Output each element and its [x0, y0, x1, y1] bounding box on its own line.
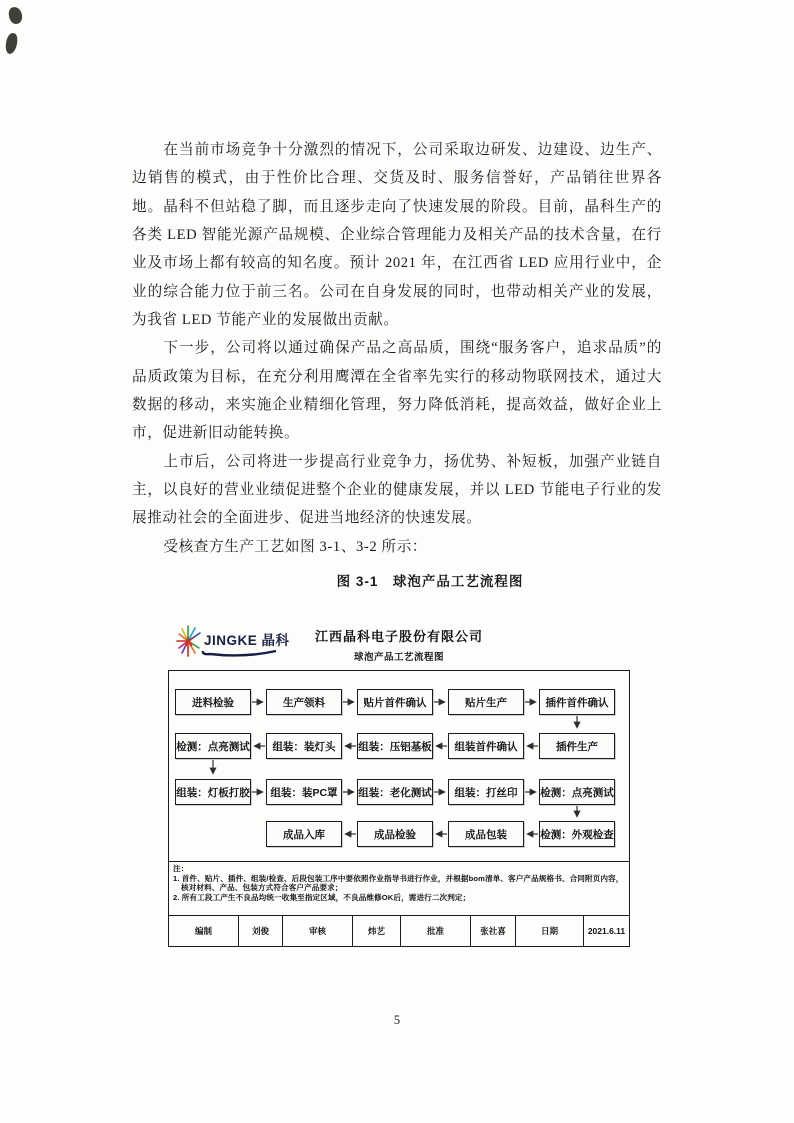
flow-step: 组装首件确认: [448, 733, 524, 759]
flow-step: 检测：外观检查: [539, 821, 615, 847]
flow-step: 组装：压铝基板: [357, 733, 433, 759]
flow-step: 检测：点亮测试: [175, 733, 251, 759]
paragraph-3: 上市后，公司将进一步提高行业竞争力，扬优势、补短板，加强产业链自主，以良好的营业业绩促进整个企业的健康发展，并以 LED 节能电子行业的发展推动社会的全面进步、促进当地经济的快速发展。: [132, 453, 662, 527]
flow-step: 贴片生产: [448, 689, 524, 715]
note-item-1: 1. 首件、贴片、插件、组装/检查、后段包装工序中要依照作业指导书进行作业，并根据bom清单、客户产品规格书、合同附页内容，核对材料、产品、包装方式符合客户产品要求；: [173, 873, 624, 893]
approval-table: [169, 915, 629, 946]
paragraph-4: 受核查方生产工艺如图 3-1、3-2 所示：: [163, 538, 428, 555]
flow-step: 成品包装: [448, 821, 524, 847]
paragraph-1: 在当前市场竞争十分激烈的情况下，公司采取边研发、边建设、边生产、边销售的模式，由于性价比合理、交货及时、服务信誉好，产品销往世界各地。晶科不但站稳了脚，而且逐步走向了快速发展的阶段。目前，晶科生产的各类 LED 智能光源产品规模、企业综合管理能力及相关产品的技术含量，在行业及市场上都有较高的知名度。预计 2021 年，在江西省 LED 应用行业中，企业的综合能力位于前三名。公司在自身发展的同时，也带动相关产业的发展，为我省 LED 节能产业的发展做出贡献。: [132, 142, 662, 329]
notes-label: 注：: [173, 864, 189, 873]
flowchart-figure: [168, 618, 630, 947]
flow-step: 成品入库: [266, 821, 342, 847]
figure-caption: 图 3-1 球泡产品工艺流程图: [336, 574, 524, 589]
approval-cell-approver-name: 张社喜: [471, 916, 516, 946]
flow-step: 组装：装灯头: [266, 733, 342, 759]
logo-k-glyph: K: [185, 635, 194, 649]
flow-step: 成品检验: [357, 821, 433, 847]
approval-cell-date-value: 2021.6.11: [587, 926, 626, 936]
flow-step: 组装：装PC罩: [266, 779, 342, 805]
flow-step: 插件生产: [539, 733, 615, 759]
note-item-2: 2. 所有工段工产生不良品均统一收集至指定区域，不良品维修OK后，需进行二次判定；: [173, 892, 471, 902]
approval-cell-reviewer-name: 炜艺: [353, 916, 401, 946]
approval-cell-preparer-name: 刘俊: [239, 916, 283, 946]
flow-step: 生产领料: [266, 689, 342, 715]
flow-step: 检测：点亮测试: [539, 779, 615, 805]
scan-artifact-mark: [8, 6, 23, 25]
page-number: 5: [393, 1013, 401, 1027]
flow-step: 插件首件确认: [539, 689, 615, 715]
figure-subtitle: 球泡产品工艺流程图: [353, 652, 444, 663]
flow-step: 组装：灯板打胶: [175, 779, 251, 805]
approval-cell-label-reviewed: 审核: [283, 916, 353, 946]
flow-step: 组装：老化测试: [357, 779, 433, 805]
body-text: [132, 136, 662, 561]
scan-artifact-mark: [5, 32, 18, 54]
flow-step: 进料检验: [175, 689, 251, 715]
approval-cell-label-prepared: 编制: [169, 916, 239, 946]
flow-step: 贴片首件确认: [357, 689, 433, 715]
paragraph-2: 下一步，公司将以通过确保产品之高品质，围绕“服务客户，追求品质”的品质政策为目标，在充分利用鹰潭在全省率先实行的移动物联网技术，通过大数据的移动，来实施企业精细化管理，努力降低消耗，提高效益，做好企业上市，促进新旧动能转换。: [132, 340, 662, 442]
figure-company-title: 江西晶科电子股份有限公司: [314, 629, 483, 644]
flow-step: 组装：打丝印: [448, 779, 524, 805]
logo-text: JINGKE 晶科: [204, 633, 290, 648]
approval-cell-label-approved: 批准: [401, 916, 471, 946]
approval-cell-label-date: 日期: [516, 916, 584, 946]
flowchart-frame: [168, 670, 630, 947]
figure-notes: [169, 861, 629, 915]
